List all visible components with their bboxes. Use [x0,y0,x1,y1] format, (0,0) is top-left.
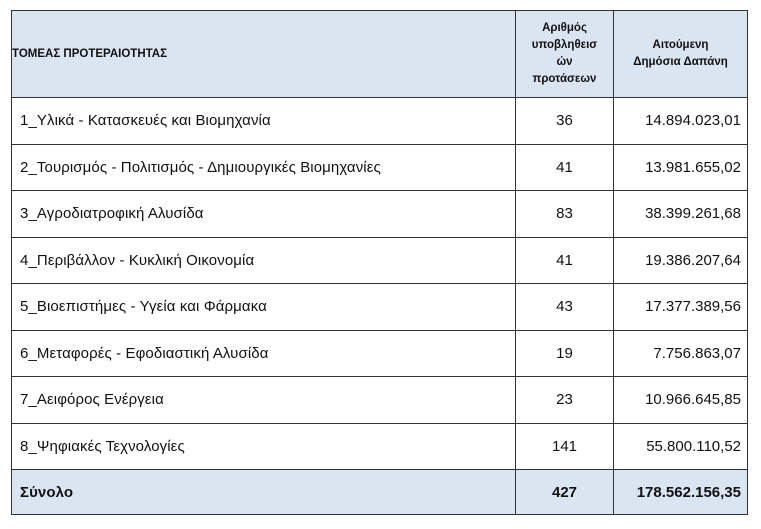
table-row [12,377,748,424]
header-cost-line: Αιτούμενη [652,39,709,51]
count-cell: 83 [516,191,614,238]
total-label: Σύνολο [12,470,516,515]
sector-cell: 8_Ψηφιακές Τεχνολογίες [12,423,516,470]
proposals-table [11,10,748,515]
table-row [12,144,748,191]
count-cell: 41 [516,144,614,191]
count-cell: 141 [516,423,614,470]
header-count-line: υποβληθεισ [531,39,598,51]
sector-cell: 7_Αειφόρος Ενέργεια [12,377,516,424]
table-row [12,330,748,377]
table-row [12,423,748,470]
header-count-line: Αριθμός [542,22,587,34]
cost-cell: 10.966.645,85 [614,377,748,424]
sector-cell: 4_Περιβάλλον - Κυκλική Οικονομία [12,237,516,284]
total-cost: 178.562.156,35 [614,470,748,515]
header-cost [614,11,748,98]
cost-cell: 13.981.655,02 [614,144,748,191]
cost-cell: 55.800.110,52 [614,423,748,470]
header-cost-line: Δημόσια Δαπάνη [633,56,728,68]
sector-cell: 3_Αγροδιατροφική Αλυσίδα [12,191,516,238]
cost-cell: 19.386.207,64 [614,237,748,284]
count-cell: 36 [516,98,614,145]
cost-cell: 17.377.389,56 [614,284,748,331]
total-count: 427 [516,470,614,515]
header-row [12,11,748,98]
cost-cell: 7.756.863,07 [614,330,748,377]
sector-cell: 1_Υλικά - Κατασκευές και Βιομηχανία [12,98,516,145]
count-cell: 19 [516,330,614,377]
count-cell: 23 [516,377,614,424]
table-row [12,191,748,238]
total-row [12,470,748,515]
header-count-line: προτάσεων [532,73,597,85]
header-count [516,11,614,98]
table-row [12,237,748,284]
cost-cell: 14.894.023,01 [614,98,748,145]
sector-cell: 2_Τουρισμός - Πολιτισμός - Δημιουργικές Βιομηχανίες [12,144,516,191]
sector-cell: 5_Βιοεπιστήμες - Υγεία και Φάρμακα [12,284,516,331]
cost-cell: 38.399.261,68 [614,191,748,238]
table-row [12,284,748,331]
count-cell: 43 [516,284,614,331]
sector-cell: 6_Μεταφορές - Εφοδιαστική Αλυσίδα [12,330,516,377]
header-sector: ΤΟΜΕΑΣ ΠΡΟΤΕΡΑΙΟΤΗΤΑΣ [12,11,516,98]
header-count-line: ών [556,56,573,68]
count-cell: 41 [516,237,614,284]
table-row [12,98,748,145]
